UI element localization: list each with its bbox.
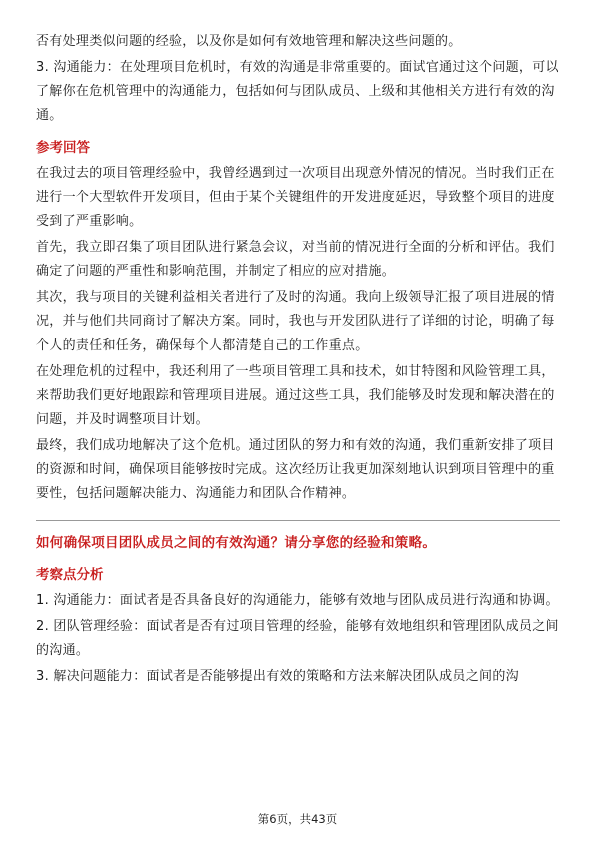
page-number: 第6页，共43页 [257,812,338,826]
analysis-point-2: 2. 团队管理经验：面试者是否有过项目管理的经验，能够有效地组织和管理团队成员之间的沟通。 [36,619,559,658]
analysis-point-3: 3. 解决问题能力：面试者是否能够提出有效的策略和方法来解决团队成员之间的沟 [36,669,519,684]
section-divider [36,520,560,521]
answer-paragraph-5: 最终，我们成功地解决了这个危机。通过团队的努力和有效的沟通，我们重新安排了项目的资源和时间，确保项目能够按时完成。这次经历让我更加深刻地认识到项目管理中的重要性，包括问题解决能力、沟通能力和团队合作精神。 [36,438,555,501]
analysis-point-1: 1. 沟通能力：面试者是否具备良好的沟通能力，能够有效地与团队成员进行沟通和协调。 [36,593,559,608]
analysis-heading: 考察点分析 [36,567,104,583]
intro-paragraph-2: 3. 沟通能力：在处理项目危机时，有效的沟通是非常重要的。面试官通过这个问题，可以了解你在危机管理中的沟通能力，包括如何与团队成员、上级和其他相关方进行有效的沟通。 [36,60,559,123]
answer-paragraph-4: 在处理危机的过程中，我还利用了一些项目管理工具和技术，如甘特图和风险管理工具，来帮助我们更好地跟踪和管理项目进展。通过这些工具，我们能够及时发现和解决潜在的问题，并及时调整项目计划。 [36,364,555,427]
answer-paragraph-1: 在我过去的项目管理经验中，我曾经遇到过一次项目出现意外情况的情况。当时我们正在进行一个大型软件开发项目，但由于某个关键组件的开发进度延迟，导致整个项目的进度受到了严重影响。 [36,166,555,229]
page-content [36,30,560,691]
question-title: 如何确保项目团队成员之间的有效沟通？请分享您的经验和策略。 [36,535,437,551]
answer-paragraph-2: 首先，我立即召集了项目团队进行紧急会议，对当前的情况进行全面的分析和评估。我们确定了问题的严重性和影响范围，并制定了相应的应对措施。 [36,240,555,279]
answer-heading: 参考回答 [36,140,90,156]
intro-paragraph-1: 否有处理类似问题的经验，以及你是如何有效地管理和解决这些问题的。 [36,34,462,49]
answer-paragraph-3: 其次，我与项目的关键利益相关者进行了及时的沟通。我向上级领导汇报了项目进展的情况，并与他们共同商讨了解决方案。同时，我也与开发团队进行了详细的讨论，明确了每个人的责任和任务，确保每个人都清楚自己的工作重点。 [36,290,555,353]
